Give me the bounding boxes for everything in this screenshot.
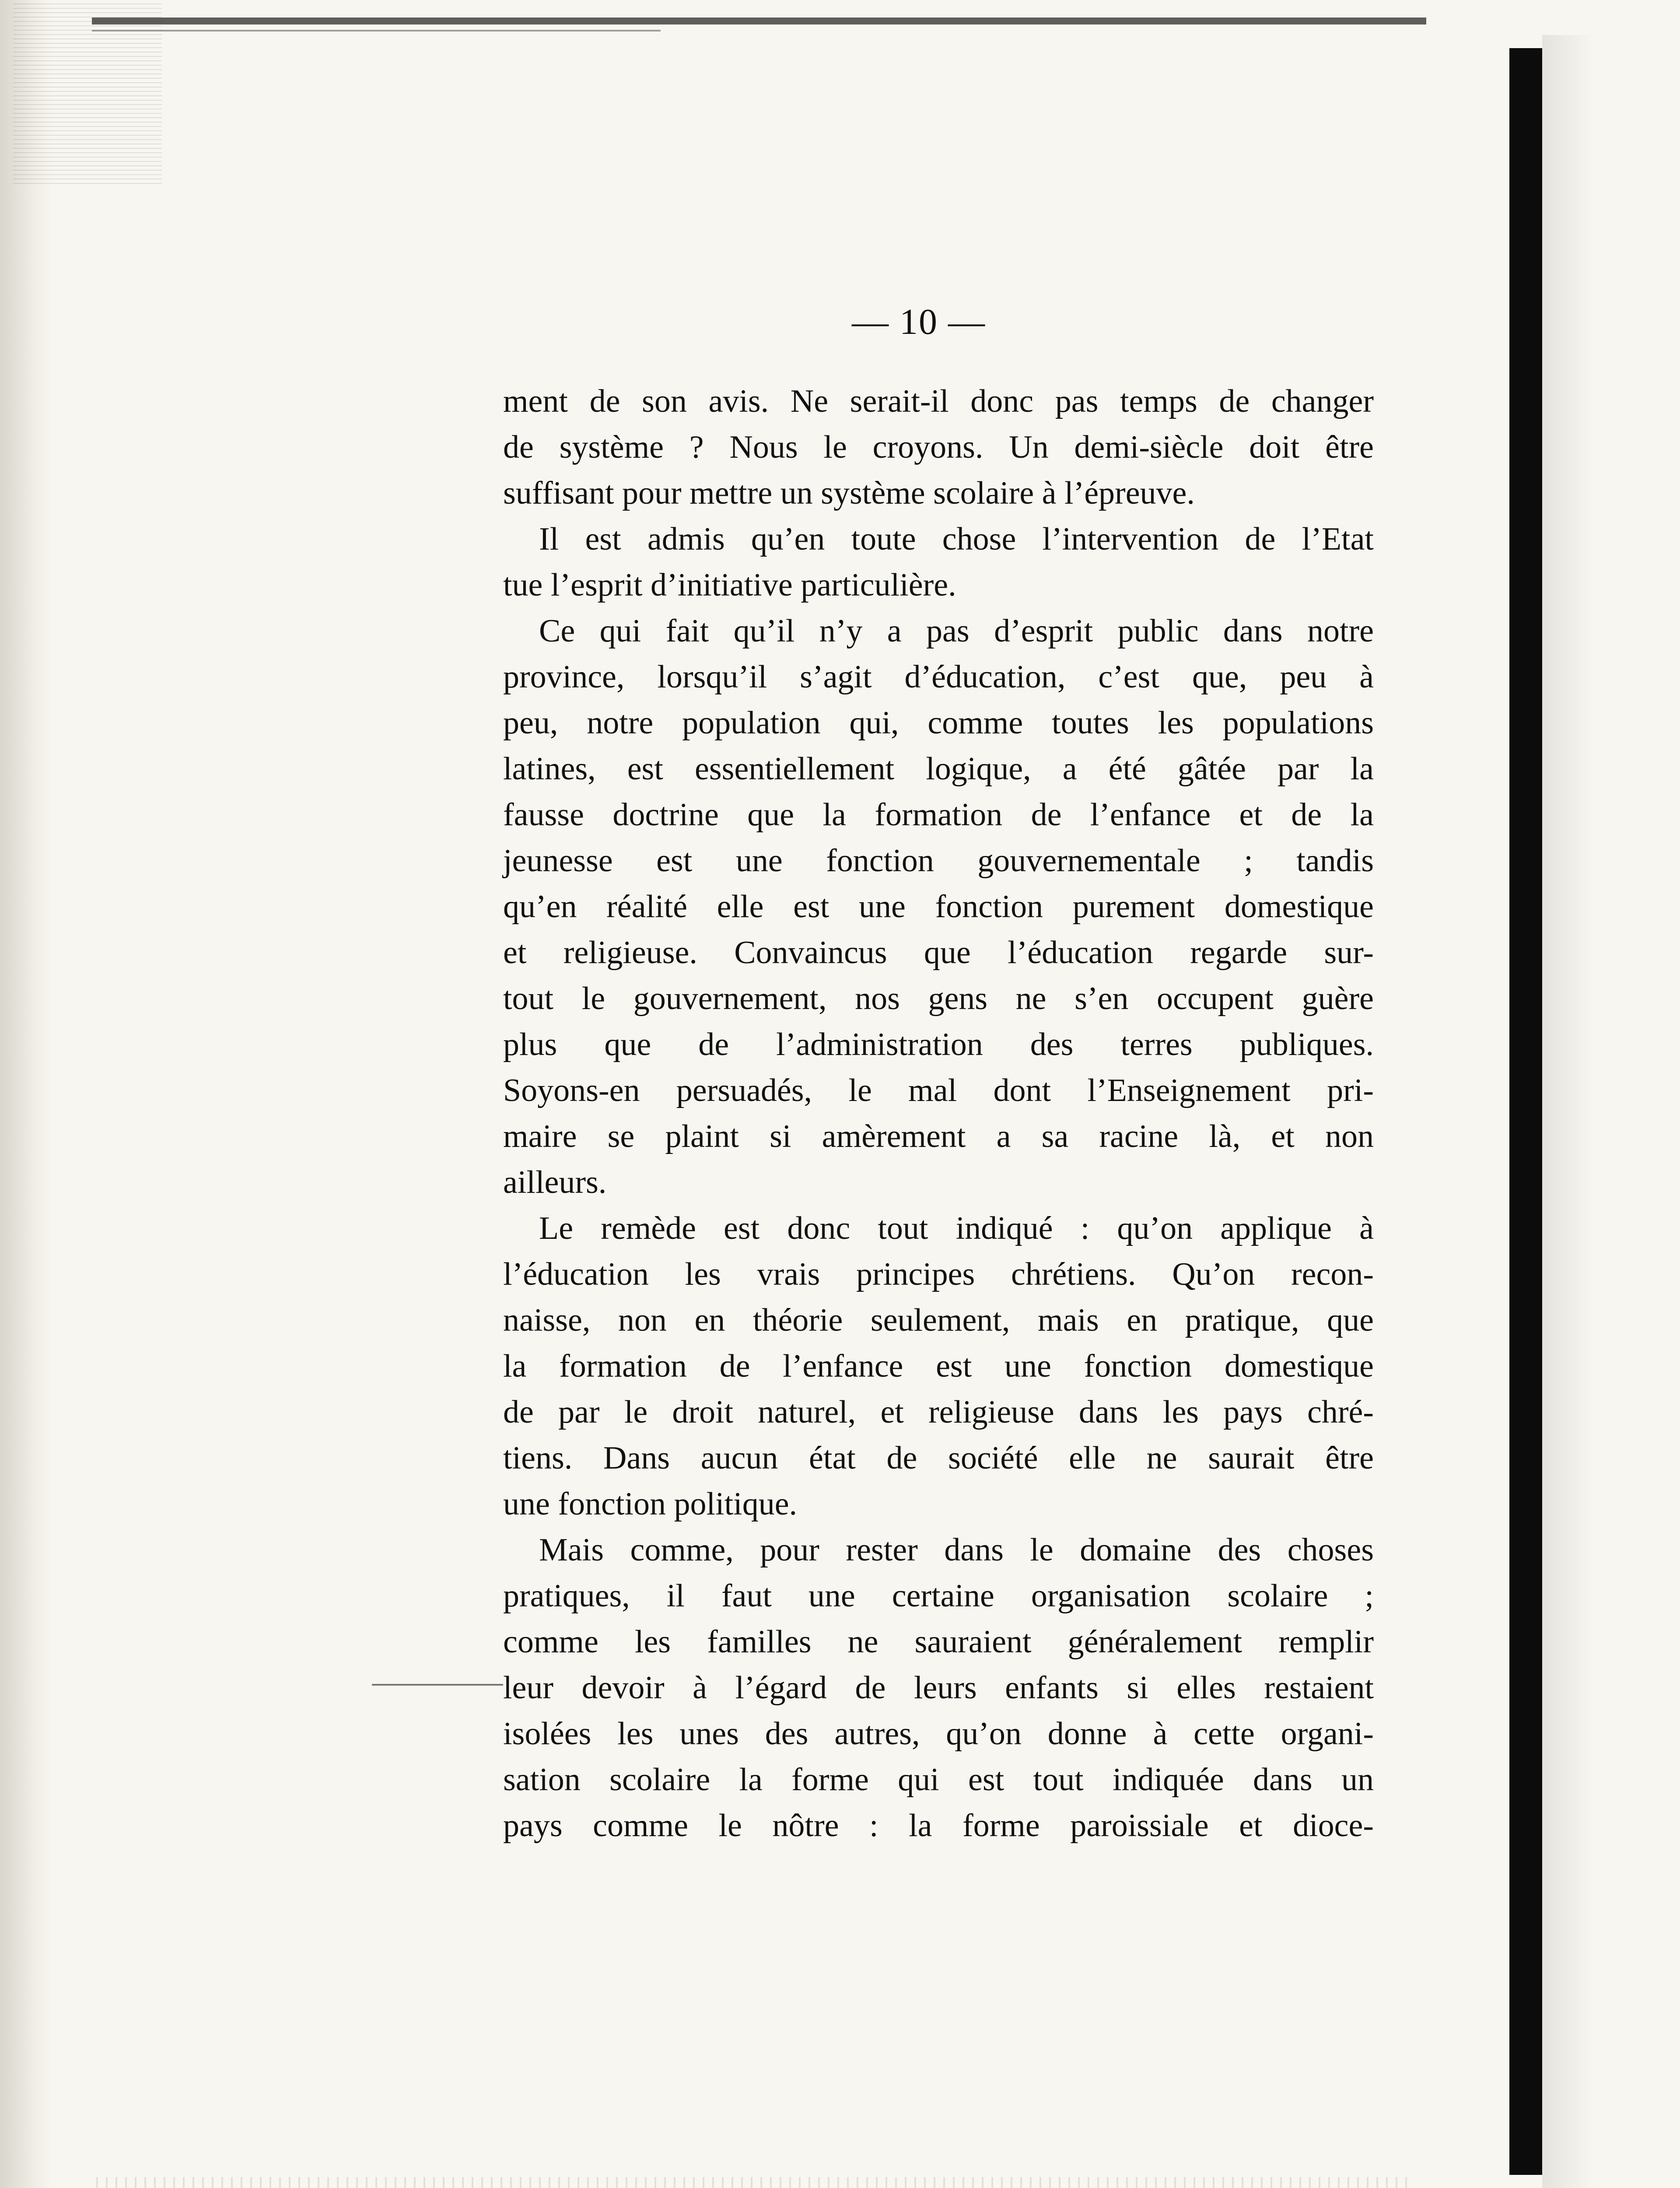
text-line: fausse doctrine que la formation de l’enfance et de la: [503, 797, 1374, 833]
text-line: isolées les unes des autres, qu’on donne à cette organi-: [503, 1716, 1374, 1752]
text-line: tiens. Dans aucun état de société elle ne saurait être: [503, 1440, 1374, 1476]
text-line: naisse, non en théorie seulement, mais en pratique, que: [503, 1302, 1374, 1338]
text-line: ment de son avis. Ne serait-il donc pas temps de changer: [503, 383, 1374, 419]
text-line: latines, est essentiellement logique, a été gâtée par la: [503, 751, 1374, 787]
left-page-edge: [0, 0, 52, 2188]
text-line: province, lorsqu’il s’agit d’éducation, c’est que, peu à: [503, 659, 1374, 695]
bottom-scan-noise: [96, 2177, 1409, 2188]
text-line: Le remède est donc tout indiqué : qu’on applique à: [539, 1210, 1374, 1246]
text-line: ailleurs.: [503, 1164, 607, 1200]
text-line: comme les familles ne sauraient généralement remplir: [503, 1624, 1374, 1660]
text-line: Il est admis qu’en toute chose l’intervention de l’Etat: [539, 521, 1374, 557]
text-line: Mais comme, pour rester dans le domaine des choses: [539, 1532, 1374, 1568]
margin-rule: [372, 1684, 503, 1686]
text-line: tout le gouvernement, nos gens ne s’en occupent guère: [503, 981, 1374, 1017]
text-line: la formation de l’enfance est une fonction domestique: [503, 1348, 1374, 1384]
top-border-rule: [92, 18, 1426, 25]
text-line: pratiques, il faut une certaine organisation scolaire ;: [503, 1578, 1374, 1614]
text-line: une fonction politique.: [503, 1486, 798, 1522]
right-shadow: [1542, 35, 1595, 2188]
top-fine-rule: [92, 30, 661, 32]
text-line: de par le droit naturel, et religieuse dans les pays chré-: [503, 1394, 1374, 1430]
text-line: Soyons-en persuadés, le mal dont l’Enseignement pri-: [503, 1073, 1374, 1108]
text-line: Ce qui fait qu’il n’y a pas d’esprit public dans notre: [539, 613, 1374, 649]
body-text: [503, 379, 1374, 1849]
text-line: sation scolaire la forme qui est tout indiquée dans un: [503, 1762, 1374, 1798]
right-binding-bar: [1509, 48, 1542, 2175]
text-line: pays comme le nôtre : la forme paroissiale et dioce-: [503, 1808, 1374, 1844]
text-line: maire se plaint si amèrement a sa racine là, et non: [503, 1119, 1374, 1154]
text-line: peu, notre population qui, comme toutes les populations: [503, 705, 1374, 741]
scan-noise-top-left: [13, 0, 162, 184]
text-line: l’éducation les vrais principes chrétiens. Qu’on recon-: [503, 1256, 1374, 1292]
page-number: — 10 —: [852, 302, 986, 342]
text-line: et religieuse. Convaincus que l’éducation regarde sur-: [503, 935, 1374, 971]
text-line: leur devoir à l’égard de leurs enfants si elles restaient: [503, 1670, 1374, 1706]
text-line: de système ? Nous le croyons. Un demi-siècle doit être: [503, 429, 1374, 465]
text-line: jeunesse est une fonction gouvernementale ; tandis: [503, 843, 1374, 879]
text-line: suffisant pour mettre un système scolaire à l’épreuve.: [503, 475, 1195, 511]
text-line: plus que de l’administration des terres publiques.: [503, 1027, 1374, 1062]
text-line: qu’en réalité elle est une fonction purement domestique: [503, 889, 1374, 925]
text-line: tue l’esprit d’initiative particulière.: [503, 567, 956, 603]
